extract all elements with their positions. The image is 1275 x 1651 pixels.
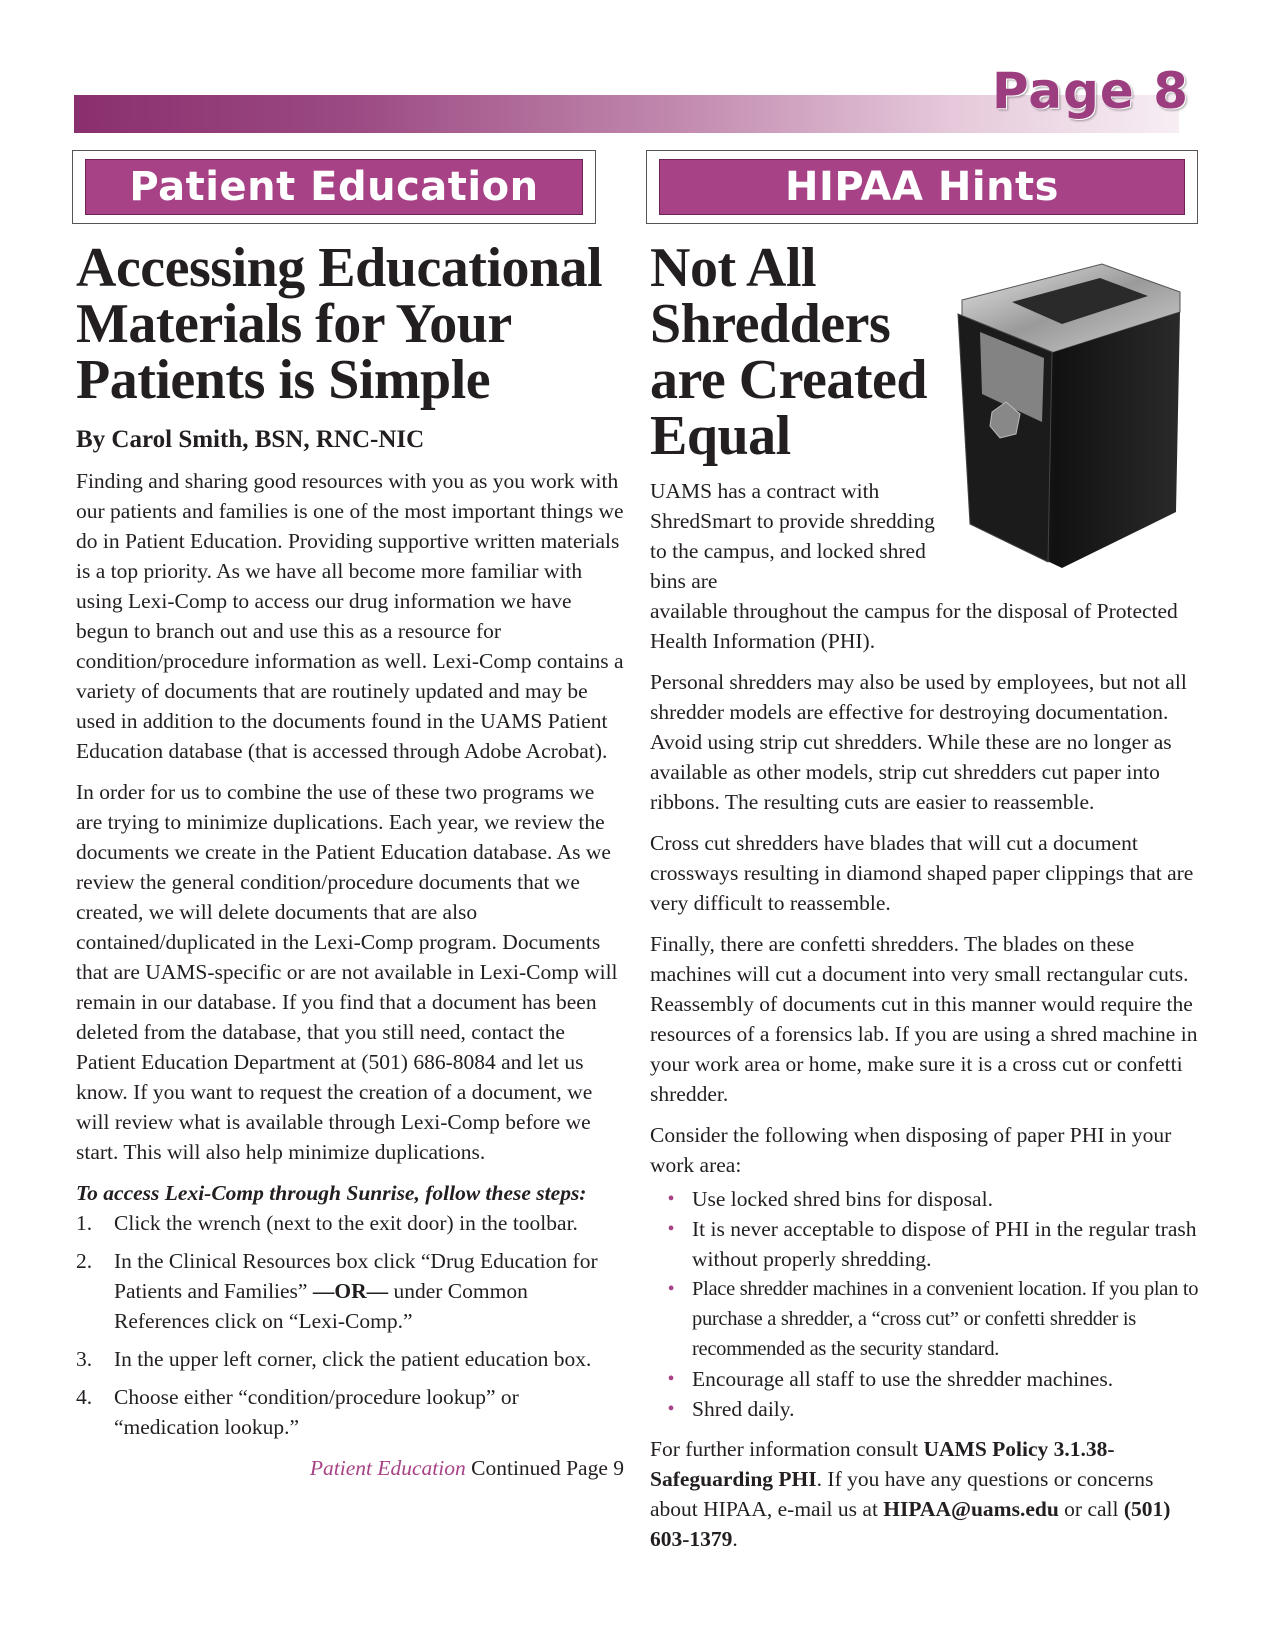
section-title: Patient Education [129, 164, 539, 210]
email-link[interactable]: HIPAA@uams.edu [883, 1497, 1059, 1521]
section-header-patient-education [72, 150, 596, 224]
list-item: • Use locked shred bins for disposal. [667, 1187, 993, 1211]
list-item: 2. In the Clinical Resources box click “Drug Education for Patients and Families” —OR— under Common References click on “Lexi-Comp.” [76, 1249, 598, 1333]
steps-title: To access Lexi-Comp through Sunrise, follow these steps: [76, 1181, 587, 1205]
paragraph: Finally, there are confetti shredders. The blades on these machines will cut a document into very small rectangular cuts. Reassembly of documents cut in this manner would require the resources of a forensics lab. If you are using a shred machine in your work area or home, make sure it is a cross cut or confetti shredder. [650, 932, 1198, 1106]
article-headline: Accessing Educational Materials for Your Patients is Simple [76, 237, 603, 411]
article-headline: Not All Shredders are Created Equal [650, 237, 927, 467]
list-item: • Shred daily. [667, 1397, 795, 1421]
section-header-hipaa-hints [646, 150, 1198, 224]
paragraph: Cross cut shredders have blades that will cut a document crossways resulting in diamond shaped paper clippings that are very difficult to reassemble. [650, 831, 1194, 915]
bullet-list [650, 1184, 1200, 1424]
list-item: • Place shredder machines in a convenient location. If you plan to purchase a shredder, a “cross cut” or confetti shredder is recommended as the security standard. [667, 1278, 1199, 1360]
list-item: 4. Choose either “condition/procedure lookup” or “medication lookup.” [76, 1385, 519, 1439]
paragraph: Consider the following when disposing of paper PHI in your work area: [650, 1123, 1172, 1177]
paragraph: In order for us to combine the use of these two programs we are trying to minimize duplications. Each year, we review the documents we create in the Patient Education database. As we review the general condition/procedure documents that we created, we will delete documents that are also contained/duplicated in the Lexi-Comp program. Documents that are UAMS-specific or are not available in Lexi-Comp will remain in our database. If you find that a document has been deleted from the database, that you still need, contact the Patient Education Department at (501) 686-8084 and let us know. If you want to request the creation of a document, we will review what is available through Lexi-Comp before we start. This will also help minimize duplications. [76, 780, 618, 1164]
list-item: • Encourage all staff to use the shredder machines. [667, 1367, 1114, 1391]
list-item: 3. In the upper left corner, click the patient education box. [76, 1347, 592, 1371]
list-item: 1. Click the wrench (next to the exit door) in the toolbar. [76, 1211, 578, 1235]
left-column [76, 237, 624, 1481]
list-item: • It is never acceptable to dispose of PHI in the regular trash without properly shredding. [667, 1217, 1197, 1271]
page-number: Page 8 [992, 62, 1189, 120]
byline: By Carol Smith, BSN, RNC-NIC [76, 426, 425, 453]
closing-paragraph: For further information consult UAMS Policy 3.1.38-Safeguarding PHI. If you have any questions or concerns about HIPAA, e-mail us at HIPAA@uams.edu or call (501) 603-1379. [650, 1437, 1171, 1551]
paragraph: UAMS has a contract with ShredSmart to provide shredding to the campus, and locked shred bins are available throughout the campus for the disposal of Protected Health Information (PHI). [650, 479, 1178, 653]
paragraph: Finding and sharing good resources with you as you work with our patients and families is one of the most important things we do in Patient Education. Providing supportive written materials is a top priority. As we have all become more familiar with using Lexi-Comp to access our drug information we have begun to branch out and use this as a resource for condition/procedure information as well. Lexi-Comp contains a variety of documents that are routinely updated and may be used in addition to the documents found in the UAMS Patient Education database (that is accessed through Adobe Acrobat). [76, 469, 624, 763]
phone-number: (501) 603-1379 [650, 1497, 1171, 1551]
continued-note: Patient Education Continued Page 9 [309, 1456, 624, 1480]
paragraph: Personal shredders may also be used by employees, but not all shredder models are effective for destroying documentation. Avoid using strip cut shredders. While these are no longer as available as other models, strip cut shredders cut paper into ribbons. The resulting cuts are easier to reassemble. [650, 670, 1187, 814]
section-title: HIPAA Hints [785, 164, 1059, 210]
steps-list [76, 1208, 624, 1442]
right-column [650, 237, 1200, 1565]
